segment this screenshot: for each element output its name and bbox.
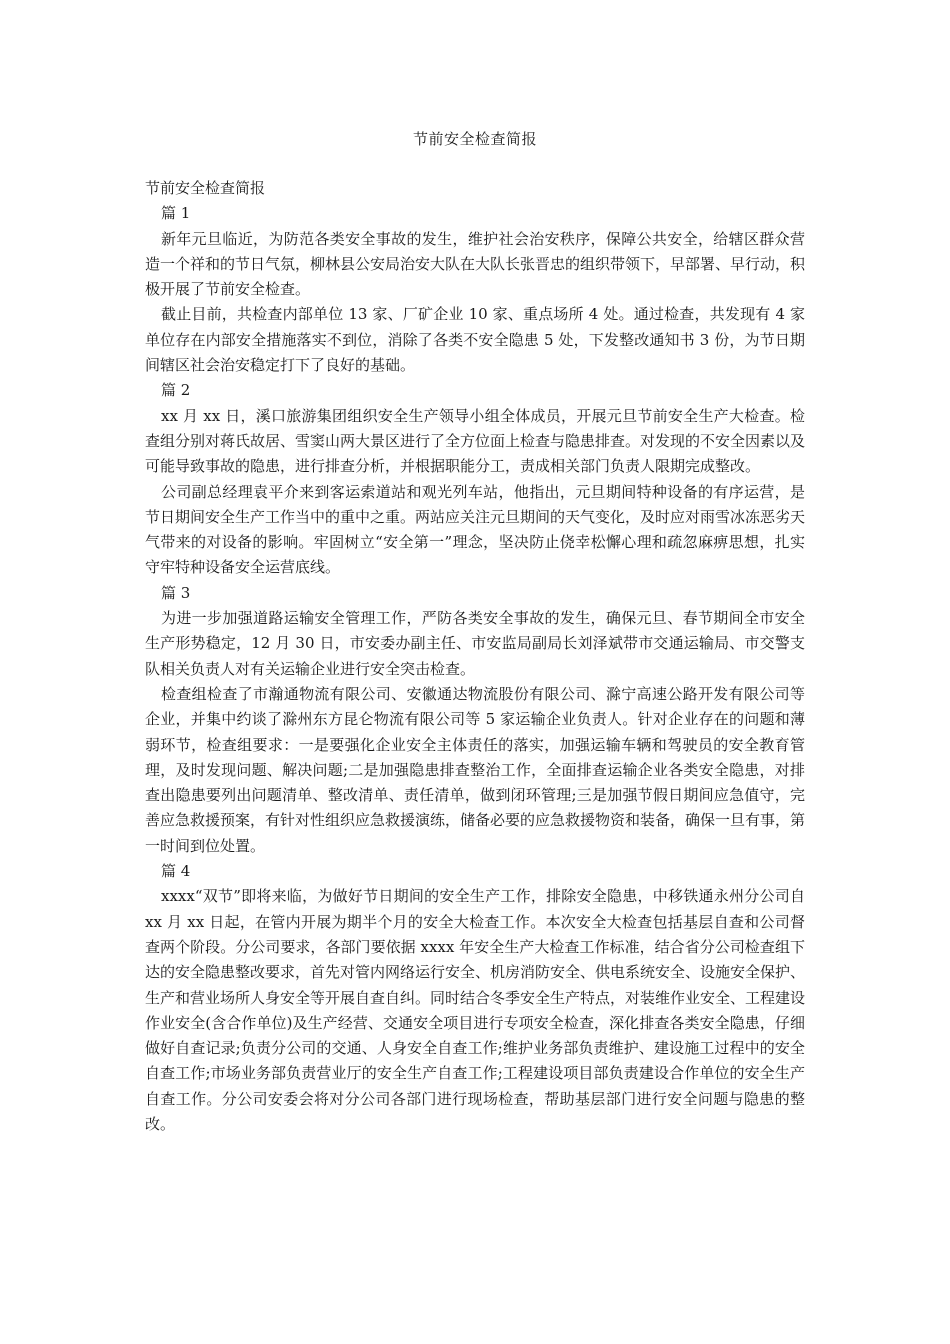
section-3-paragraph-2: 检查组检查了市瀚通物流有限公司、安徽通达物流股份有限公司、滁宁高速公路开发有限公司等企业，并集中约谈了滁州东方昆仑物流有限公司等 5 家运输企业负责人。针对企业存在的问题和薄弱环节，检查组要求：一是要强化企业安全主体责任的落实，加强运输车辆和驾驶员的安全教育管理，及时发现问题、解决问题;二是加强隐患排查整治工作，全面排查运输企业各类安全隐患，对排查出隐患要列出问题清单、整改清单、责任清单，做到闭环管理;三是加强节假日期间应急值守，完善应急救援预案，有针对性组织应急救援演练，储备必要的应急救援物资和装备，确保一旦有事，第一时间到位处置。 [145, 684, 806, 855]
section-3-paragraph-1: 为进一步加强道路运输安全管理工作，严防各类安全事故的发生，确保元旦、春节期间全市安全生产形势稳定，12 月 30 日，市安委办副主任、市安监局副局长刘泽斌带市交通运输局、市交警支队相关负责人对有关运输企业进行安全突击检查。 [145, 609, 805, 678]
document-title: 节前安全检查简报 [412, 130, 537, 148]
section-label-4: 篇 4 [161, 862, 191, 881]
section-label-1: 篇 1 [161, 204, 191, 223]
document-subtitle: 节前安全检查简报 [145, 179, 266, 197]
section-2-paragraph-1: xx 月 xx 日，溪口旅游集团组织安全生产领导小组全体成员，开展元旦节前安全生产大检查。检查组分别对蒋氏故居、雪窦山两大景区进行了全方位面上检查与隐患排查。对发现的不安全因素以及可能导致事故的隐患，进行排查分析，并根据职能分工，责成相关部门负责人限期完成整改。 [145, 406, 806, 476]
section-label-2: 篇 2 [161, 381, 191, 400]
document-body [145, 176, 805, 1137]
section-1-paragraph-2: 截止目前，共检查内部单位 13 家、厂矿企业 10 家、重点场所 4 处。通过检查，共发现有 4 家单位存在内部安全措施落实不到位，消除了各类不安全隐患 5 处，下发整改通知书 3 份，为节日期间辖区社会治安稳定打下了良好的基础。 [145, 305, 805, 375]
section-label-3: 篇 3 [161, 583, 191, 602]
section-4-paragraph-1: xxxx“双节”即将来临，为做好节日期间的安全生产工作，排除安全隐患，中移铁通永州分公司自 xx 月 xx 日起，在管内开展为期半个月的安全大检查工作。本次安全大检查包括基层自查和公司督查两个阶段。分公司要求，各部门要依据 xxxx 年安全生产大检查工作标准，结合省分公司检查组下达的安全隐患整改要求，首先对管内网络运行安全、机房消防安全、供电系统安全、设施安全保护、生产和营业场所人身安全等开展自查自纠。同时结合冬季安全生产特点，对装维作业安全、工程建设作业安全(含合作单位)及生产经营、交通安全项目进行专项安全检查，深化排查各类安全隐患，仔细做好自查记录;负责分公司的交通、人身安全自查工作;维护业务部负责维护、建设施工过程中的安全自查工作;市场业务部负责营业厅的安全生产自查工作;工程建设项目部负责建设合作单位的安全生产自查工作。分公司安委会将对分公司各部门进行现场检查，帮助基层部门进行安全问题与隐患的整改。 [145, 887, 806, 1133]
section-2-paragraph-2: 公司副总经理袁平介来到客运索道站和观光列车站，他指出，元旦期间特种设备的有序运营，是节日期间安全生产工作当中的重中之重。两站应关注元旦期间的天气变化，及时应对雨雪冰冻恶劣天气带来的对设备的影响。牢固树立“安全第一”理念，坚决防止侥幸松懈心理和疏忽麻痹思想，扎实守牢特种设备安全运营底线。 [145, 482, 806, 577]
section-1-paragraph-1: 新年元旦临近，为防范各类安全事故的发生，维护社会治安秩序，保障公共安全，给辖区群众营造一个祥和的节日气氛，柳林县公安局治安大队在大队长张晋忠的组织带领下，早部署、早行动，积极开展了节前安全检查。 [145, 229, 806, 299]
